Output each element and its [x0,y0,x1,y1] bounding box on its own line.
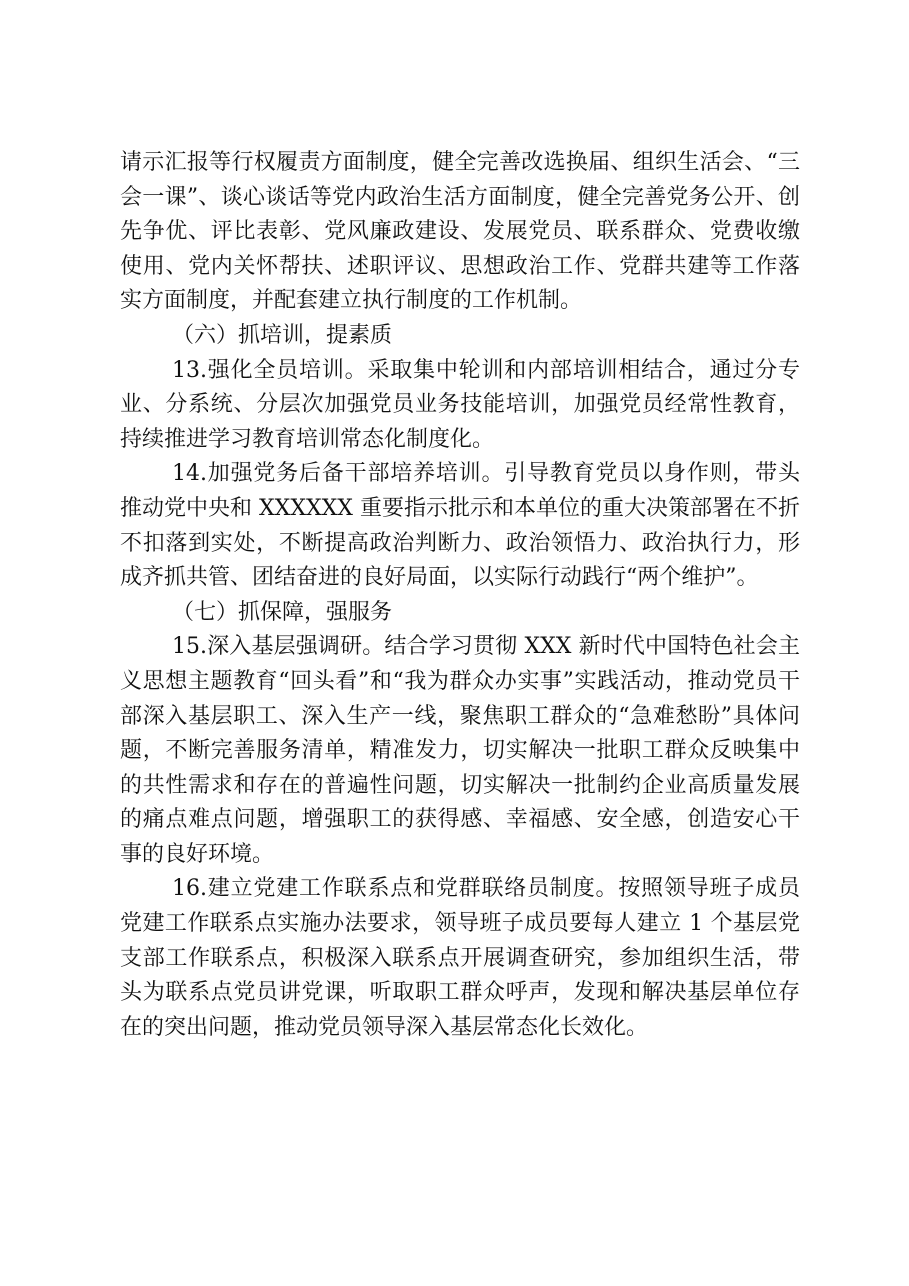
section-heading-6: （六）抓培训，提素质 [172,322,393,348]
paragraph-item-15: 15.深入基层强调研。结合学习贯彻 XXX 新时代中国特色社会主义思想主题教育“回头看”和“我为群众办实事”实践活动，推动党员干部深入基层职工、深入生产一线，聚焦职工群众的“急难愁盼”具体问题，不断完善服务清单，精准发力，切实解决一批职工群众反映集中的共性需求和存在的普遍性问题，切实解决一批制约企业高质量发展的痛点难点问题，增强职工的获得感、幸福感、安全感，创造安心干事的良好环境。 [120,634,800,867]
section-heading-7: （七）抓保障，强服务 [172,599,393,625]
paragraph-item-16: 16.建立党建工作联系点和党群联络员制度。按照领导班子成员党建工作联系点实施办法要求，领导班子成员要每人建立 1 个基层党支部工作联系点，积极深入联系点开展调查研究，参加组织生活，带头为联系点党员讲党课，听取职工群众呼声，发现和解决基层单位存在的突出问题，推动党员领导深入基层常态化长效化。 [120,876,800,1040]
document-body [120,146,800,1045]
paragraph-item-14: 14.加强党务后备干部培养培训。引导教育党员以身作则，带头推动党中央和 XXXXXX 重要指示批示和本单位的重大决策部署在不折不扣落到实处，不断提高政治判断力、政治领悟力、政治执行力，形成齐抓共管、团结奋进的良好局面，以实际行动践行“两个维护”。 [120,461,800,591]
paragraph-item-13: 13.强化全员培训。采取集中轮训和内部培训相结合，通过分专业、分系统、分层次加强党员业务技能培训，加强党员经常性教育，持续推进学习教育培训常态化制度化。 [120,357,800,452]
paragraph-continuation: 请示汇报等行权履责方面制度，健全完善改选换届、组织生活会、“三会一课”、谈心谈话等党内政治生活方面制度，健全完善党务公开、创先争优、评比表彰、党风廉政建设、发展党员、联系群众、党费收缴使用、党内关怀帮扶、述职评议、思想政治工作、党群共建等工作落实方面制度，并配套建立执行制度的工作机制。 [120,150,800,314]
